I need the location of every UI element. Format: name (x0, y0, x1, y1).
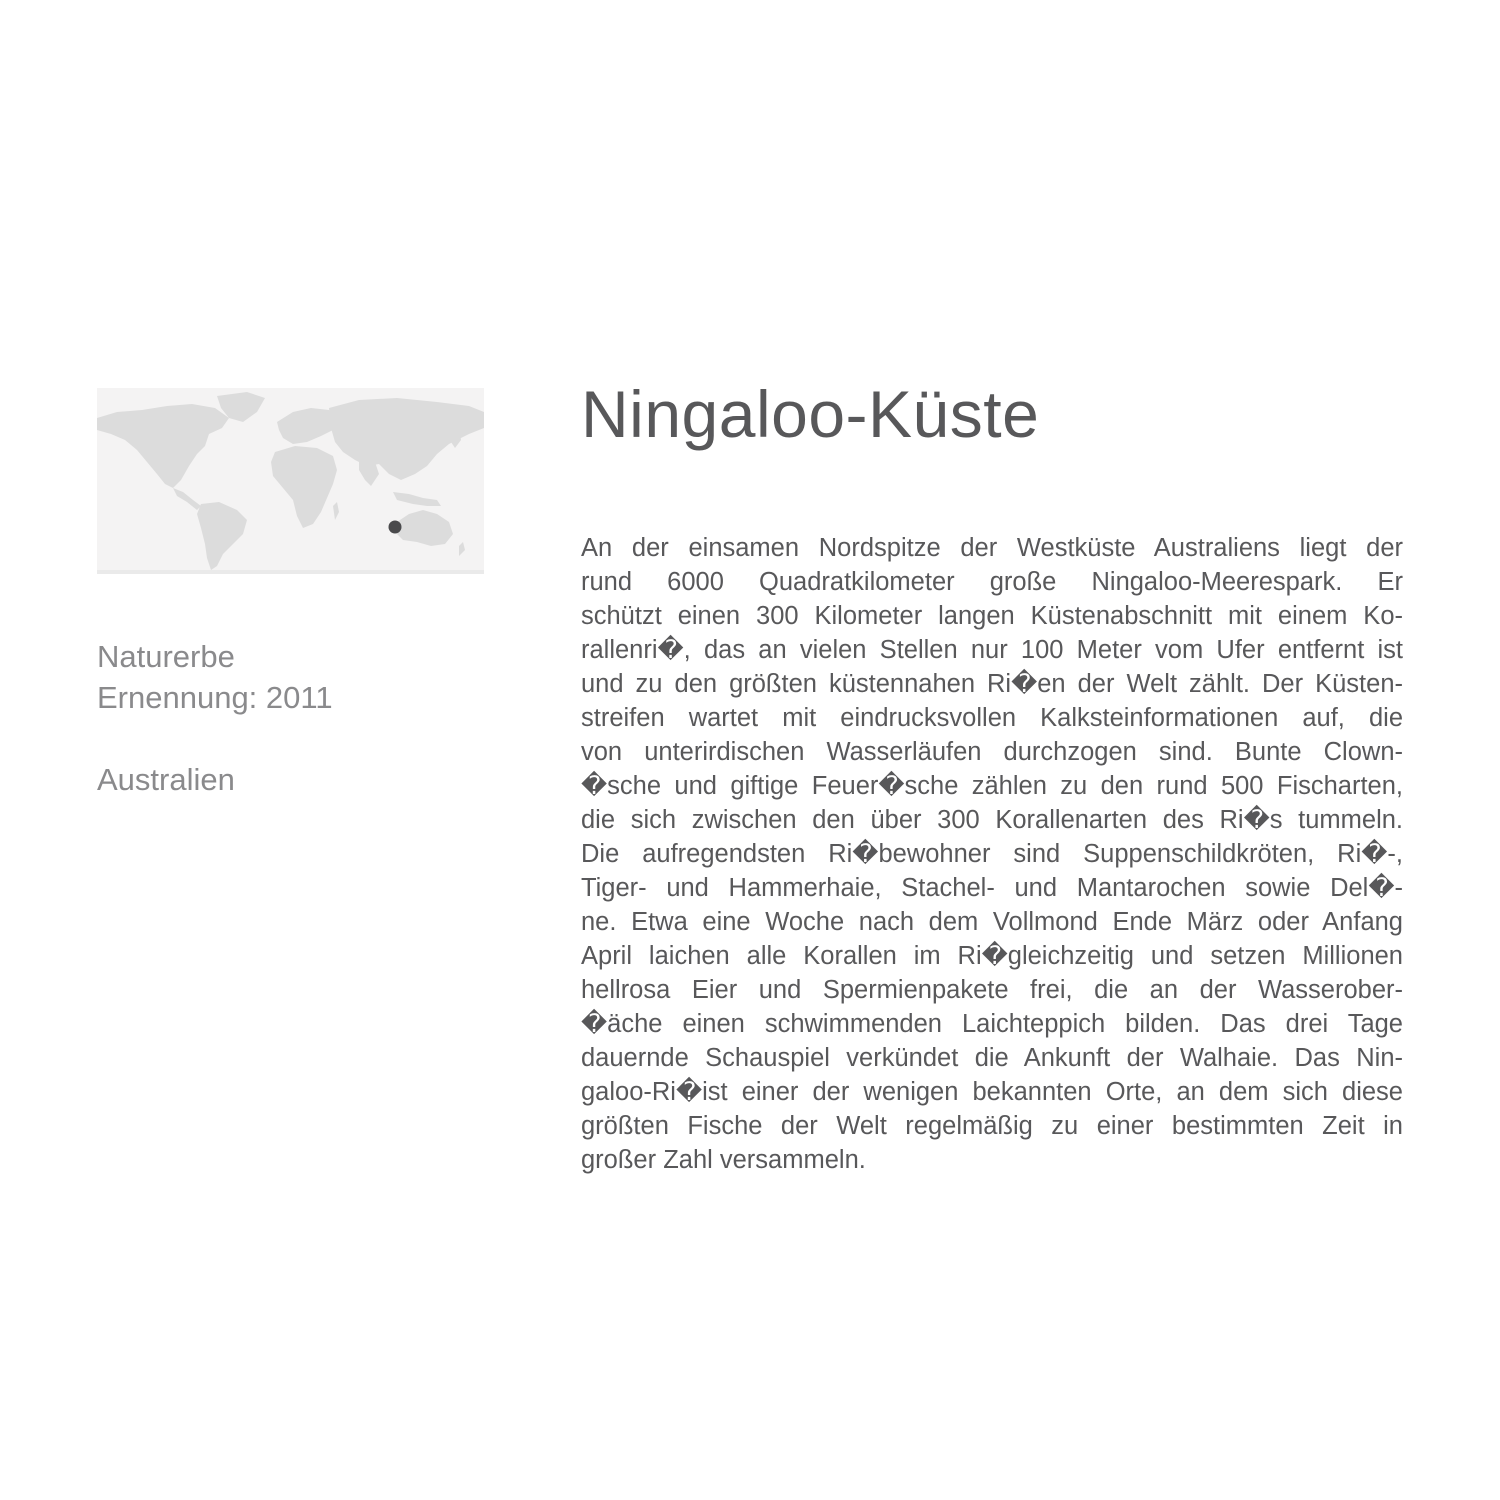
heritage-category: Naturerbe (97, 639, 235, 674)
description-line: großer Zahl versammeln. (581, 1146, 866, 1174)
location-marker (389, 521, 402, 534)
site-meta (97, 636, 497, 800)
meta-spacer (97, 718, 497, 759)
description-line: größten Fische der Welt regelmäßig zu einer bestimmten Zeit in (581, 1112, 1403, 1140)
description-line: streifen wartet mit eindrucksvollen Kalksteinformationen auf, die (581, 704, 1403, 732)
designation-year: Ernennung: 2011 (97, 680, 333, 715)
country-name: Australien (97, 762, 235, 797)
description-line: An der einsamen Nordspitze der Westküste Australiens liegt der (581, 534, 1403, 562)
description-line: die sich zwischen den über 300 Korallenarten des Ri�s tummeln. (581, 806, 1403, 834)
world-map-graphic (97, 388, 484, 574)
world-map (97, 388, 484, 574)
description-line: rund 6000 Quadratkilometer große Ningaloo-Meerespark. Er (581, 568, 1403, 596)
description-line: �äche einen schwimmenden Laichteppich bilden. Das drei Tage (581, 1010, 1403, 1038)
description-line: �sche und giftige Feuer�sche zählen zu den rund 500 Fischarten, (581, 772, 1403, 800)
description-line: rallenri�, das an vielen Stellen nur 100 Meter vom Ufer entfernt ist (581, 636, 1403, 664)
page-title: Ningaloo-Küste (581, 377, 1040, 451)
description-line: ne. Etwa eine Woche nach dem Vollmond Ende März oder Anfang (581, 908, 1403, 936)
description-line: dauernde Schauspiel verkündet die Ankunft der Walhaie. Das Nin- (581, 1044, 1403, 1072)
description-line: von unterirdischen Wasserläufen durchzogen sind. Bunte Clown- (581, 738, 1403, 766)
description-line: hellrosa Eier und Spermienpakete frei, die an der Wasserober- (581, 976, 1403, 1004)
description-text (581, 531, 1403, 1177)
description-line: Die aufregendsten Ri�bewohner sind Suppenschildkröten, Ri�-, (581, 840, 1403, 868)
description-line: und zu den größten küstennahen Ri�en der Welt zählt. Der Küsten- (581, 670, 1403, 698)
description-line: galoo-Ri�ist einer der wenigen bekannten Orte, an dem sich diese (581, 1078, 1403, 1106)
description-line: April laichen alle Korallen im Ri�gleichzeitig und setzen Millionen (581, 942, 1403, 970)
description-line: schützt einen 300 Kilometer langen Küstenabschnitt mit einem Ko- (581, 602, 1403, 630)
antarctica-shape (97, 570, 484, 574)
description-line: Tiger- und Hammerhaie, Stachel- und Mantarochen sowie Del�- (581, 874, 1403, 902)
